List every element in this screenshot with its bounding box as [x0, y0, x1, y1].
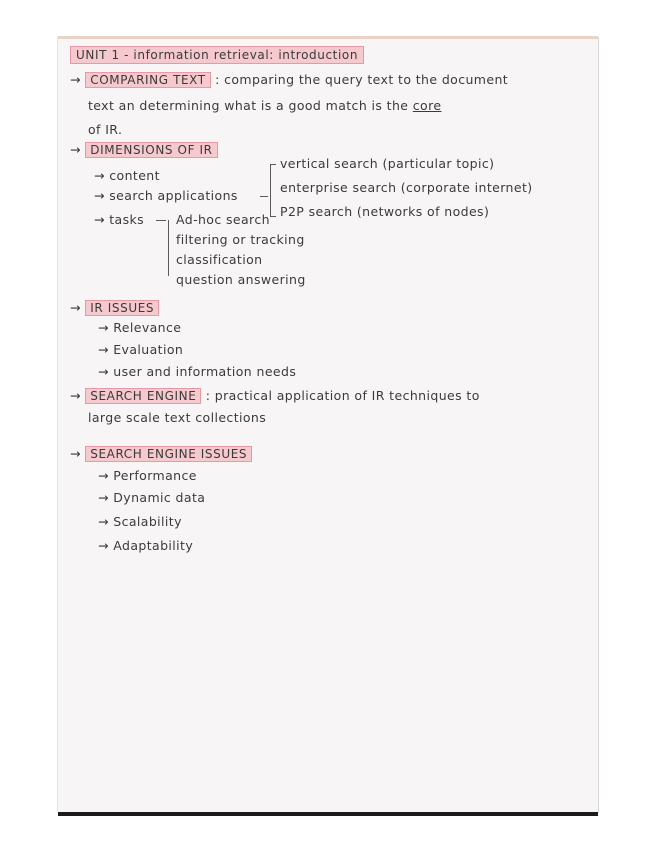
comparing-line-1	[70, 72, 508, 87]
task-item: classification	[176, 252, 263, 267]
arrow-icon: →	[98, 538, 109, 553]
se-issue-text: Scalability	[113, 514, 182, 529]
task-item: question answering	[176, 272, 306, 287]
ir-issue-text: Evaluation	[113, 342, 184, 357]
arrow-icon: →	[70, 446, 81, 461]
dimension-tasks-text: tasks	[109, 212, 145, 227]
arrow-icon: →	[94, 168, 105, 183]
brace-hook	[270, 164, 276, 165]
task-item: filtering or tracking	[176, 232, 305, 247]
se-issue-item	[98, 468, 197, 483]
app-item: enterprise search (corporate internet)	[280, 180, 533, 195]
se-issue-item	[98, 514, 182, 529]
arrow-icon: →	[70, 300, 81, 315]
se-issues-heading	[70, 446, 252, 461]
app-item: P2P search (networks of nodes)	[280, 204, 490, 219]
dimension-tasks	[94, 212, 144, 227]
arrow-icon: →	[70, 142, 81, 157]
dimension-search-apps-text: search applications	[109, 188, 238, 203]
brace-connector	[260, 196, 268, 197]
se-issue-text: Adaptability	[113, 538, 194, 553]
ir-issue-text: user and information needs	[113, 364, 297, 379]
comparing-text-1: : comparing the query text to the document	[215, 72, 509, 87]
dimensions-heading	[70, 142, 218, 157]
ir-issue-item	[98, 342, 183, 357]
tasks-brace	[168, 220, 169, 276]
comparing-label: COMPARING TEXT	[85, 72, 210, 88]
app-item: vertical search (particular topic)	[280, 156, 495, 171]
search-engine-label: SEARCH ENGINE	[85, 388, 201, 404]
ir-issue-text: Relevance	[113, 320, 182, 335]
search-engine-text-1: : practical application of IR techniques to	[205, 388, 480, 403]
comparing-core: core	[412, 98, 442, 113]
arrow-icon: →	[98, 342, 109, 357]
tasks-connector	[156, 220, 166, 221]
ir-issues-heading	[70, 300, 159, 315]
ir-issue-item	[98, 320, 181, 335]
task-item: Ad-hoc search	[176, 212, 270, 227]
arrow-icon: →	[98, 514, 109, 529]
dimension-search-apps	[94, 188, 238, 203]
dimensions-label: DIMENSIONS OF IR	[85, 142, 217, 158]
search-engine-text-2: large scale text collections	[88, 410, 267, 425]
ir-issues-label: IR ISSUES	[85, 300, 159, 316]
ir-issue-item	[98, 364, 296, 379]
arrow-icon: →	[94, 212, 105, 227]
comparing-line-2	[88, 98, 441, 113]
arrow-icon: →	[70, 388, 81, 403]
search-engine-line-1	[70, 388, 480, 403]
page-title: UNIT 1 - information retrieval: introduction	[76, 48, 359, 62]
arrow-icon: →	[70, 72, 81, 87]
arrow-icon: →	[98, 364, 109, 379]
arrow-icon: →	[98, 490, 109, 505]
se-issues-label: SEARCH ENGINE ISSUES	[85, 446, 252, 462]
notebook-page	[58, 36, 598, 812]
comparing-text-3: of IR.	[88, 122, 123, 137]
se-issue-item	[98, 490, 205, 505]
brace-hook	[270, 216, 276, 217]
se-issue-text: Performance	[113, 468, 197, 483]
se-issue-item	[98, 538, 193, 553]
dimension-content-text: content	[109, 168, 160, 183]
apps-brace	[270, 164, 271, 216]
arrow-icon: →	[98, 468, 109, 483]
arrow-icon: →	[94, 188, 105, 203]
se-issue-text: Dynamic data	[113, 490, 206, 505]
dimension-content	[94, 168, 160, 183]
comparing-text-2: text an determining what is a good match is the	[88, 98, 409, 113]
title-highlight	[70, 46, 364, 64]
arrow-icon: →	[98, 320, 109, 335]
